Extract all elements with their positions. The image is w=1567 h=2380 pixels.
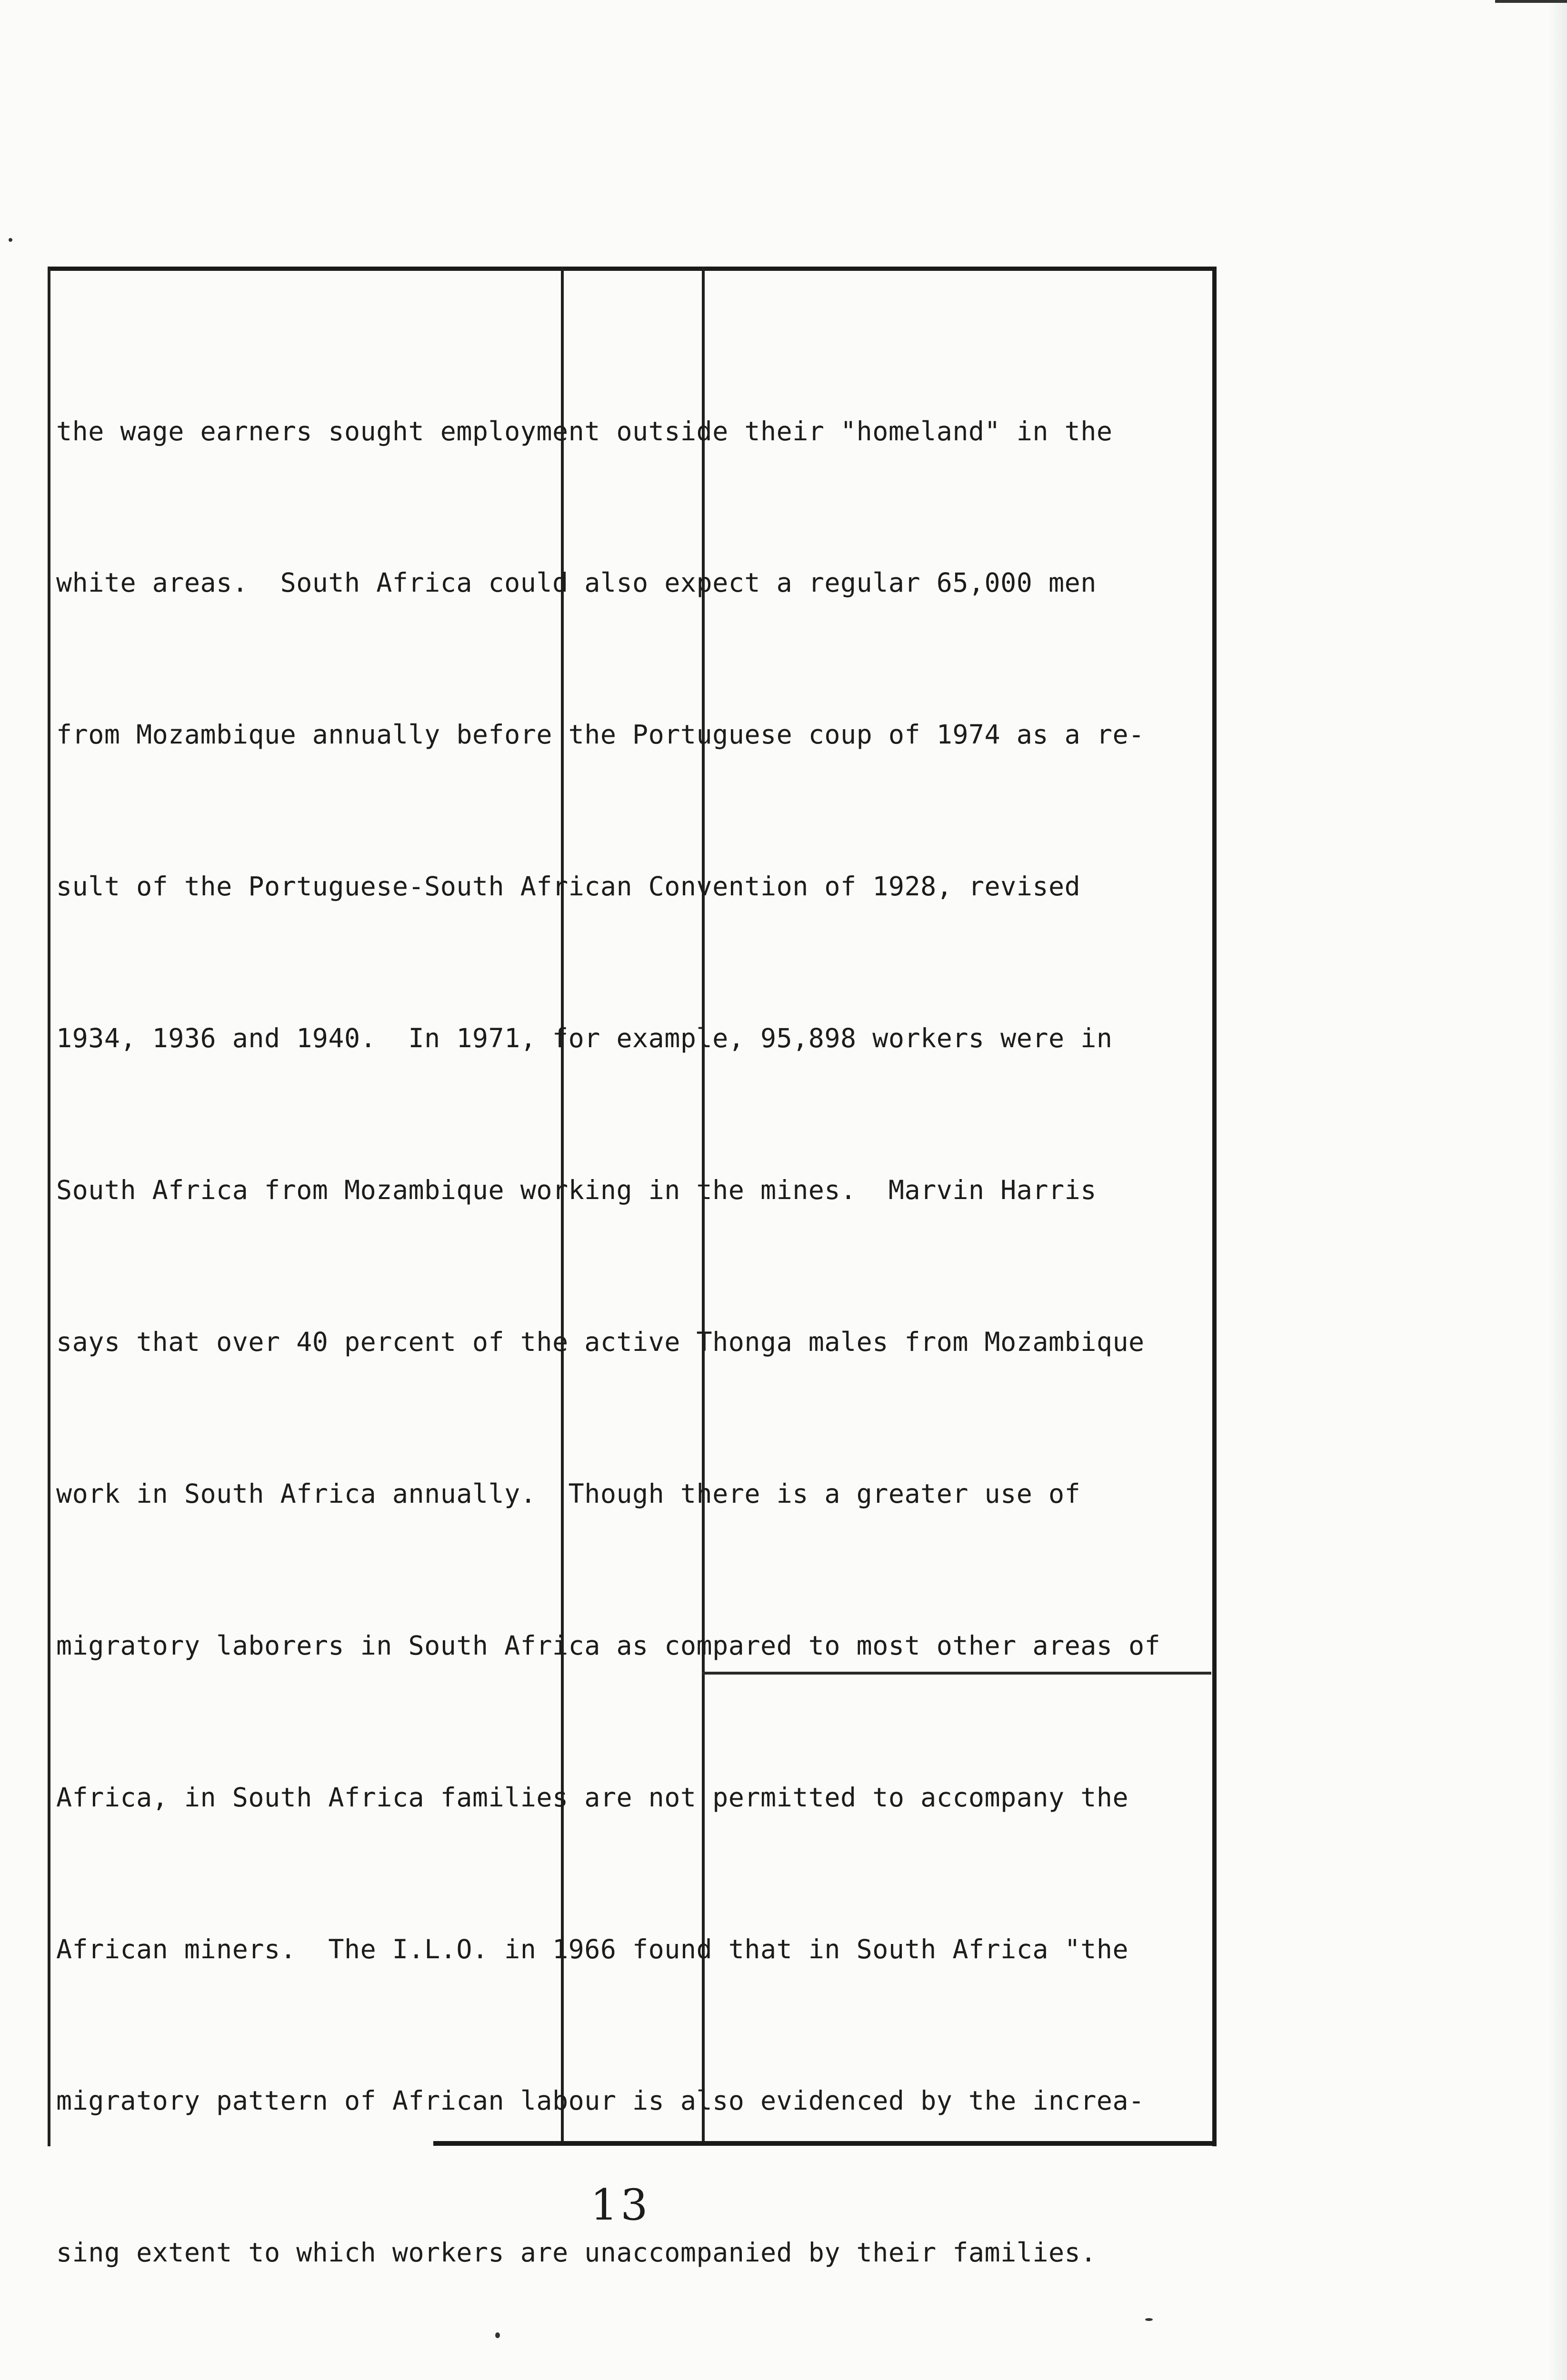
text-line: sult of the Portuguese-South African Convention of 1928, revised — [56, 871, 1081, 902]
text-line: migratory pattern of African labour is also evidenced by the increa- — [56, 2085, 1145, 2116]
scan-speck — [1145, 2318, 1153, 2321]
page-edge-shadow — [1548, 0, 1567, 2380]
text-line: the wage earners sought employment outside their "homeland" in the — [56, 416, 1113, 446]
body-text — [56, 305, 1208, 2380]
scan-speck — [9, 238, 12, 242]
text-line: white areas. South Africa could also expect a regular 65,000 men — [56, 567, 1097, 598]
scan-speck — [495, 2332, 500, 2338]
text-line: 1934, 1936 and 1940. In 1971, for example, 95,898 workers were in — [56, 1023, 1113, 1054]
text-line: migratory laborers in South Africa as compared to most other areas of — [56, 1630, 1161, 1661]
scan-edge-mark — [1495, 0, 1567, 3]
text-line: Africa, in South Africa families are not permitted to accompany the — [56, 1782, 1129, 1813]
text-line: work in South Africa annually. Though there is a greater use of — [56, 1478, 1081, 1509]
text-line: sing extent to which workers are unaccompanied by their families. — [56, 2237, 1097, 2268]
text-line: from Mozambique annually before the Portuguese coup of 1974 as a re- — [56, 719, 1145, 750]
text-line: says that over 40 percent of the active Thonga males from Mozambique — [56, 1326, 1145, 1357]
text-line: South Africa from Mozambique working in the mines. Marvin Harris — [56, 1175, 1097, 1206]
page-number: 13 — [590, 2180, 651, 2230]
text-line: African miners. The I.L.O. in 1966 found that in South Africa "the — [56, 1934, 1129, 1964]
